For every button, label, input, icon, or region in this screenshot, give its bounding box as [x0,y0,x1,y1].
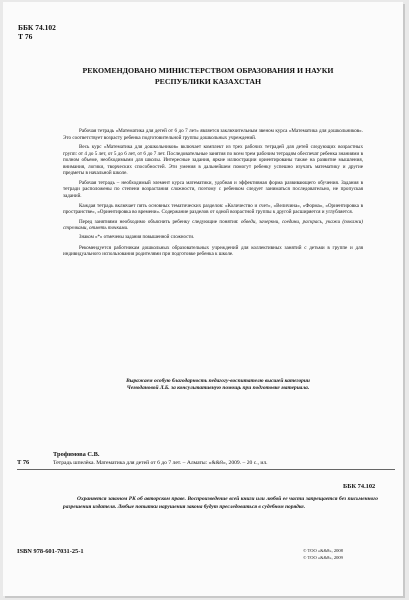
paragraph [63,219,363,232]
recommendation-title [43,66,373,87]
paragraph: Рабочая тетрадь – необходимый элемент курса математики, удобная и эффективная форма развивающего обучения. Задания в тетради расположены по степени возрастания сложности, поэтому с ребенком следует заниматься последовательно, не пропуская заданий. [63,179,363,199]
bbk-header [18,23,56,41]
isbn: ISBN 978-601-7031-25-1 [17,548,84,555]
bibliographic-description: Тетрадь шпелёка. Математика для детей от 6 до 7 лет. – Алматы: «&&8», 2009. – 20 с., ил. [53,460,268,466]
author-mark: Т 76 [18,32,33,41]
imprint-code: Т 76 [17,459,30,466]
copyright-lines [303,548,343,561]
acknowledgement [73,378,363,392]
bbk-index: ББК 74.102 [18,23,56,32]
title-line-1: РЕКОМЕНДОВАНО МИНИСТЕРСТВОМ ОБРАЗОВАНИЯ И НАУКИ [82,66,334,75]
copyright-line-1: © ТОО «&&8», 2008 [303,548,343,553]
copyright-line-2: © ТОО «&&8», 2009 [303,554,343,560]
title-line-2: РЕСПУБЛИКИ КАЗАХСТАН [154,76,262,86]
paragraph: Каждая тетрадь включает пять основных тематических разделов: «Количество и счет», «Величина», «Форма», «Ориентировка в пространстве», «Ориентировка во времени». Содержание разделов от одной возрастной группы к другой расширяется и углубляется. [63,202,363,216]
paragraph-italic: обведи, зачеркни, соедини, раскрась, укажи (покажи) стрелками, отметь точками. [63,218,363,232]
author-name: Трофимова С.В. [53,451,100,458]
paragraph: Рабочая тетрадь «Математика для детей от 6 до 7 лет» является заключительным звеном курса «Математика для дошкольников». Это соответствует возрасту ребенка подготовительной группы дошкольных учреждений. [63,128,363,141]
bbk-footer: ББК 74.102 [343,483,376,490]
paragraph: Весь курс «Математика для дошкольников» включает комплект из трех рабочих тетрадей для детей следующих возрастных групп: от 4 до 5 лет, от 5 до 6 лет, от 6 до 7 лет. Последовательные занятия по всем трем рабочим тетрадям обеспечат ребенка знаниями в полном объеме, необходимыми для школы. Интересные задания, яркие иллюстрации ориентированы также на развитие мышления, внимания, логики, творческих способностей. Эти умения в дальнейшем помогут ребенку успешно изучать математику и другие предметы в начальной школе. [63,144,363,177]
document-page [3,2,403,596]
copyright-notice: Охраняется законом РК об авторском праве. Воспроизведение всей книги или любой ее части запрещается без письменного разрешения издателя. Любые попытки нарушения закона будут преследоваться в судебном порядке. [63,496,378,510]
paragraph-text: Перед занятиями необходимо объяснить ребенку следующие понятия: [79,218,241,225]
paragraph: Рекомендуется работникам дошкольных образовательных учреждений для коллективных занятий с детьми в группе и для индивидуального использования родителями при подготовке ребенка к школе. [63,244,363,258]
acknowledgement-line-2: Чемодановой Л.Б. за консультативную помощь при подготовке материала. [126,385,310,391]
annotation-text [63,128,363,261]
divider [17,469,395,470]
acknowledgement-line-1: Выражаем особую благодарность педагогу-воспитателю высшей категории [126,378,310,384]
paragraph: Знаком «*» отмечены задания повышенной сложности. [79,234,195,240]
